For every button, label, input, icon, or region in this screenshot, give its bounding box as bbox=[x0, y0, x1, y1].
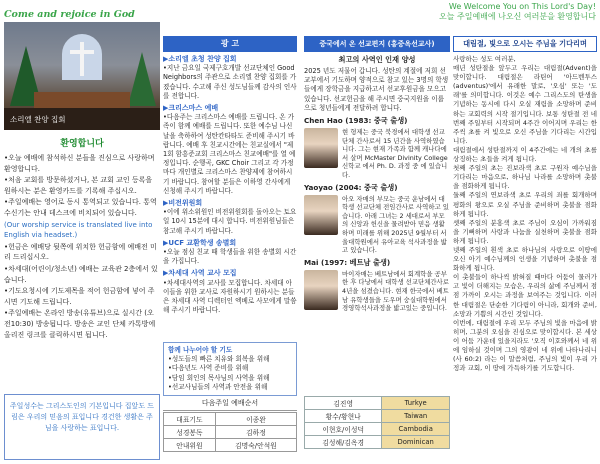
missionary-couple: 황수/황현나 bbox=[305, 410, 382, 423]
notices-header: 광 고 bbox=[163, 36, 297, 52]
header-right bbox=[306, 2, 596, 22]
welcome-paragraph: •차세대(어린이/청소년) 예배는 교육관 2층에서 있습니다. bbox=[4, 264, 158, 284]
table-row bbox=[305, 397, 450, 410]
notices-list bbox=[163, 55, 297, 315]
advent-paragraph: 매년 성탄절을 앞두고 우리는 대림절(Advent)을 맞이합니다. 대림절은 라틴어 '아드벤투스(adventus)'에서 유래한 말로, '오심' 또는 '도래'를 의미합니다. 이것은 예수 그리스도의 탄생을 기념하는 동시에 다시 오실 재림을 소망하며 준비하는 교회력의 시작 절기입니다. 보통 성탄절 전 네 번째 주일부터 시작되며 4주간 이어지며 우리는 한 주씩 초를 켜 빛으로 오신 주님을 기다리는 시간입니다. bbox=[453, 64, 597, 145]
welcome-paragraph: •헌금은 예배당 뒷쪽에 위치한 헌금함에 예배전 미리 드리십시오. bbox=[4, 242, 157, 262]
notice-body: •오늘 점심 친교 때 학생들을 위한 송별회 시간을 가집니다. bbox=[163, 248, 297, 266]
header-welcome-en: We Welcome You on This Lord's Day! bbox=[448, 2, 596, 11]
advent-paragraph: 둘째 주일의 연보라색 초로 우리의 죄를 회개하며 평화의 왕으로 오실 주님을 준비하며 촛불을 점화하게 됩니다. bbox=[453, 191, 597, 218]
table-row bbox=[305, 436, 450, 449]
prayer-title: 함께 나누어야 할 기도 bbox=[168, 346, 233, 354]
photo-caption: 소리엘 찬양 집회 bbox=[10, 115, 66, 124]
missions-subtitle: 최고의 사역인 인재 양성 bbox=[338, 55, 416, 64]
missions-header: 중국에서 온 선교편지 (홍중옥선교사) bbox=[304, 36, 450, 52]
mission-country: Dominican bbox=[382, 436, 450, 449]
advent-paragraph: 대림절에서 성탄절까지 이 4주간에는 네 개의 초를 상징하는 초들을 켜게 됩니다. bbox=[453, 145, 597, 164]
prayer-box bbox=[163, 342, 297, 396]
missionary-text: 아오 자매의 부모는 중국 운남에서 대학생 선교단체 전임간사로 사역하고 있습니다. 아래 그녀는 2 세대로서 부모의 신앙과 헌신을 물려받아 믿음 생활하며 미래를 위해 2025년 9월부터 서울대학원에서 유아교육 석사과정을 밟고 있습니다. bbox=[342, 194, 449, 255]
prayer-item: •다음년도 사역 준비를 위해 bbox=[168, 364, 249, 373]
roster-role: 대표기도 bbox=[164, 413, 216, 426]
missionary-couple: 이현호/이성덕 bbox=[305, 423, 382, 436]
notice-body: •이에 위소위원인 비전위원회를 돌아오는 토요일 10시 15분에 대시 합니다. 비전위원님들은 참고해 주시기 바랍니다. bbox=[163, 208, 297, 235]
roster-table bbox=[163, 412, 297, 452]
header-welcome-ko: 오늘 주일예배에 나오신 여러분을 환영합니다 bbox=[438, 12, 596, 21]
welcome-column bbox=[4, 22, 160, 462]
missionary-entry bbox=[304, 270, 450, 313]
mission-country: Cambodia bbox=[382, 423, 450, 436]
advent-paragraph: 이 촛불들이 하나씩 밝혀질 때마다 어둠이 물러가고 빛이 더해지는 모습은, 우리의 삶에 주님께서 점점 가까이 오시는 과정을 보여주는 것입니다. 이러한 대림절은 단순한 기다림이 아니라, 회개와 준비, 소망과 기쁨의 시간인 것입니다. bbox=[453, 273, 597, 318]
welcome-paragraph: •처음 교회를 방문하셨거나, 본 교회 교인 등록을 원하시는 분은 환영카드를 기록해 주십시오. bbox=[4, 176, 153, 195]
altar-shape bbox=[34, 92, 130, 108]
missionary-name: Mai (1997: 베트남 출생) bbox=[304, 257, 391, 267]
missionary-country-table bbox=[304, 396, 450, 449]
advent-paragraph: 첫째 주일의 초는 진보라색 초로 구원자 예수님을 기다리는 마음으로, 하나님 나라를 소망하며 촛불을 점화하게 됩니다. bbox=[453, 164, 597, 191]
table-row bbox=[164, 413, 297, 426]
header-left-title: Come and rejoice in God bbox=[4, 9, 135, 20]
welcome-text bbox=[4, 153, 160, 340]
roster-person: 이종완 bbox=[215, 413, 296, 426]
missionary-text: 현 형제는 중국 북경에서 대학생 선교단체 간사로서 15 년간을 사역하였습니다. 그는 현재 가족과 함께 캐나다에서 살며 McMaster Divinity College 신학교 에서 Ph. D. 과정 중 에 있습니다. bbox=[342, 128, 448, 179]
mission-country: Turkye bbox=[382, 397, 450, 410]
advent-paragraph: 셋째 주일의 분홍색 초로 주님이 오심이 가까워짐을 기뻐하며 사랑과 나눔을 실천하며 촛불을 점화하게 됩니다. bbox=[453, 218, 597, 245]
missionary-entry bbox=[304, 128, 450, 180]
prayer-item: •선교사님들의 사역과 안전을 위해 bbox=[168, 382, 268, 391]
motto-box: 주일성수는 그리스도인의 기본입니다 집앞도 드림은 우리의 믿음의 표입니다 경건한 생활은 주님을 사랑하는 표입니다. bbox=[4, 394, 160, 460]
next-week-title: 다음주일 예배순서 bbox=[163, 398, 297, 411]
welcome-title: 환영합니다 bbox=[60, 139, 104, 149]
person-photo bbox=[304, 128, 338, 168]
welcome-paragraph: •오늘 예배에 참석하신 분들을 진심으로 사랑하며 환영합니다. bbox=[4, 154, 155, 173]
cross-icon bbox=[80, 42, 84, 76]
missionary-name: Yaoyao (2004: 중국 출생) bbox=[304, 182, 398, 192]
cross-bar bbox=[70, 50, 94, 54]
notice-title: ▶비전위원회 bbox=[163, 199, 203, 208]
christmas-tree-icon-right bbox=[128, 52, 156, 106]
advent-body bbox=[453, 55, 597, 373]
notice-body: •지난 금요일 국제구호개발 선교단체인 Good Neighbors의 주관으로 소리엘 찬양 집회를 가졌습니다. 수고해 주신 성도님들께 감사의 인사를 전합니다. bbox=[163, 64, 297, 100]
roster-role: 안내위원 bbox=[164, 439, 216, 452]
missionary-couple: 김성해/김옥경 bbox=[305, 436, 382, 449]
welcome-paragraph: •기도요청시에 기도제목을 적어 헌금함에 넣어 주시면 기도해 드립니다. bbox=[4, 287, 155, 306]
welcome-paragraph: •주일예배는 온라인 방송(유튜브)으로 실시간 (오전10:30) 방송됩니다. 방송은 교인 단체 카톡방에 올리진 링크를 클릭하시면 됩니다. bbox=[4, 309, 156, 339]
header-left bbox=[4, 2, 300, 20]
roster-role: 성경봉독 bbox=[164, 426, 216, 439]
welcome-paragraph-english: (Our worship service is translated live into English via headset.) bbox=[4, 220, 153, 240]
notices-column bbox=[163, 36, 297, 462]
notice-title: ▶크리스마스 예배 bbox=[163, 104, 219, 113]
notice-body: •차세대사역의 교사를 모집합니다. 차세대 아이들을 위한 교사로 자원하시기 원하시는 분들은 차세대 사역 디렉터인 엑베로 사모에게 말씀 해 주시기 바랍니다. bbox=[163, 278, 297, 315]
missions-column bbox=[304, 36, 450, 462]
advent-paragraph: 사랑하는 성도 여러분, bbox=[453, 55, 516, 63]
table-row bbox=[164, 426, 297, 439]
roster-person: 김하정 bbox=[215, 426, 296, 439]
notice-title: ▶UCF 교환학생 송별회 bbox=[163, 238, 237, 247]
advent-paragraph: 이번에, 대림절에 우리 모두 주님의 빛을 마음에 밝히며, 그분의 오심을 진심으로 맞이합시다. 본 세상이 어둠 가운데 있을지라도 '오직 이호와께서 네 위에 임하실 것이며 그의 영광이 네 위에 나타나리니(사 60:2) 라는 이 말씀처럼, 주님의 빛이 우리 가정과 교회, 이 땅에 가득하기를 기도합니다. bbox=[453, 318, 597, 373]
missionary-entry bbox=[304, 195, 450, 255]
table-row bbox=[164, 439, 297, 452]
advent-paragraph: 넷째 주일의 흰색 초로 하나님의 사랑으로 이땅에 오신 아기 예수님께의 인생을 기념하며 촛불을 점화하게 됩니다. bbox=[453, 245, 597, 273]
prayer-item: •성도들의 빠른 치유와 회복을 위해 bbox=[168, 355, 270, 364]
roster-person: 김명숙/안석원 bbox=[215, 439, 296, 452]
table-row bbox=[305, 410, 450, 423]
notice-title: ▶차세대 사역 교사 모집 bbox=[163, 269, 237, 278]
notice-body: •다음주는 크리스마스 예배를 드립니다. 온 가족이 함께 예배를 드립니다. 또한 예수님 나신 날을 축하하여 성탄칸타타도 준비해 주시기 바랍니다. 예배 후 친교시간에는 친교실에서 "제1회 함흥준교회 크리스마스 친교예배"를 열 예정입니다. 순행곡, GKC Choir 그리고 각 가정마다 개인별로 크리스마스 찬양제에 참여하시기 바랍니다. 참여할 분들은 이하영 간사에게 신청해 주시기 바랍니다. bbox=[163, 113, 296, 195]
sanctuary-photo bbox=[4, 22, 160, 130]
missionary-text: 마이자매는 베트남에서 회계학을 공부한 후 다낭에서 대학생 선교단체간사로 4년을 섬겼습니다. 현재 한국에서 베트남 유학생들을 도우며 숭실대학원에서 경영학석사과정을 밟고있는 중입니다. bbox=[342, 269, 449, 313]
person-photo bbox=[304, 270, 338, 310]
missionary-couple: 김진영 bbox=[305, 397, 382, 410]
next-week-roster bbox=[163, 398, 297, 452]
advent-column bbox=[453, 36, 597, 462]
missions-intro: 2025 년도 저물어 갑니다. 성탄의 계절에 저희 선교부에서 기도하며 양적으로 참고 있는 3명의 학생들에게 장학금을 지급하고서 선교후원금을 모으고 있습니다. 선교헌금을 해 주시면 중국지원을 이룹으로 청년들에게 전달하려 합니다. bbox=[304, 67, 449, 112]
table-row bbox=[305, 423, 450, 436]
prayer-item: •담임 회인의 목사님의 사역을 위해 bbox=[168, 373, 270, 382]
person-photo bbox=[304, 195, 338, 235]
missionary-name: Chen Hao (1983: 중국 출생) bbox=[304, 116, 408, 126]
welcome-paragraph: •주일예배는 영어로 동시 통역되고 있습니다. 통역 수신기는 안내 데스크에 비치되어 있습니다. bbox=[4, 198, 157, 217]
advent-header: 대림절, 빛으로 오시는 주님을 기다리며 bbox=[453, 36, 597, 52]
mission-country: Taiwan bbox=[382, 410, 450, 423]
notice-title: ▶소리엘 초청 찬양 집회 bbox=[163, 55, 237, 63]
